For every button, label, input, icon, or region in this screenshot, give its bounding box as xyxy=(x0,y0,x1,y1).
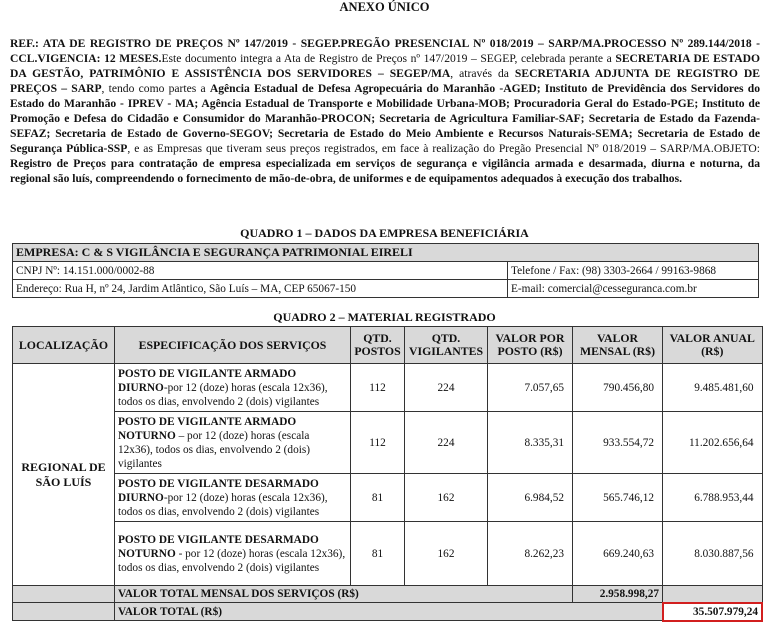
cell-valor-posto: 8.262,23 xyxy=(488,522,573,586)
header-especificacao: ESPECIFICAÇÃO DOS SERVIÇOS xyxy=(115,327,351,364)
cell-valor-mensal: 790.456,80 xyxy=(573,364,663,412)
company-phone: Telefone / Fax: (98) 3303-2664 / 99163-9868 xyxy=(508,262,759,280)
ref-parties: Agência Estadual de Defesa Agropecuária do Maranhão -AGED; Instituto de Previdência dos Servidores do Estado do Maranhão - IPREV - MA; Agência Estadual de Transporte e Mobilidade Urbana-MOB; Procuradoria Geral do Estado-PGE; Instituto de Promoção e Defesa do Cidadão e Consumidor do Maranhão-PROCON; Secretaria de Agricultura Familiar-SAF; Secretaria de Estado da Fazenda-SEFAZ; Secretaria de Estado de Governo-SEGOV; Secretaria de Estado do Meio Ambiente e Recursos Naturais-SEMA; Secretaria de Estado de Segurança Pública-SSP xyxy=(10,82,760,155)
cell-qtd-vigilantes: 224 xyxy=(405,364,488,412)
total-mensal-value: 2.958.998,27 xyxy=(573,586,663,603)
company-email: E-mail: comercial@cesseguranca.com.br xyxy=(508,280,759,298)
total-row xyxy=(13,603,763,621)
cell-qtd-vigilantes: 162 xyxy=(405,522,488,586)
total-label: VALOR TOTAL (R$) xyxy=(115,603,663,621)
cell-qtd-postos: 112 xyxy=(351,412,405,474)
cell-qtd-vigilantes: 224 xyxy=(405,412,488,474)
table-row xyxy=(13,412,763,474)
header-valor-posto: VALOR POR POSTO (R$) xyxy=(488,327,573,364)
ref-text-3: , tendo como partes a xyxy=(101,82,210,95)
total-value: 35.507.979,24 xyxy=(663,603,763,621)
quadro2-title: QUADRO 2 – MATERIAL REGISTRADO xyxy=(273,310,496,324)
table-row xyxy=(13,364,763,412)
cell-especificacao xyxy=(115,364,351,412)
total-mensal-label: VALOR TOTAL MENSAL DOS SERVIÇOS (R$) xyxy=(115,586,573,603)
cell-valor-mensal: 933.554,72 xyxy=(573,412,663,474)
cell-especificacao xyxy=(115,474,351,522)
header-localizacao: LOCALIZAÇÃO xyxy=(13,327,115,364)
service-title: POSTO DE VIGILANTE ARMADO NOTURNO xyxy=(118,415,297,442)
service-title: POSTO DE VIGILANTE DESARMADO NOTURNO xyxy=(118,533,319,560)
cell-valor-anual: 11.202.656,64 xyxy=(663,412,763,474)
header-qtd-vigilantes: QTD. VIGILANTES xyxy=(405,327,488,364)
service-desc: – por 12 (doze) horas (escala 12x36), todos os dias, envolvendo 2 (dois) vigilantes xyxy=(118,429,311,470)
cell-valor-posto: 7.057,65 xyxy=(488,364,573,412)
total-mensal-row xyxy=(13,586,763,603)
header-qtd-postos: QTD. POSTOS xyxy=(351,327,405,364)
cell-qtd-postos: 81 xyxy=(351,474,405,522)
cell-valor-anual: 8.030.887,56 xyxy=(663,522,763,586)
material-header-row xyxy=(13,327,763,364)
header-valor-mensal: VALOR MENSAL (R$) xyxy=(573,327,663,364)
company-name: EMPRESA: C & S VIGILÂNCIA E SEGURANÇA PATRIMONIAL EIRELI xyxy=(13,244,759,262)
blank-cell xyxy=(663,586,763,603)
service-desc: -por 12 (doze) horas (escala 12x36), todos os dias, envolvendo 2 (dois) vigilantes xyxy=(118,491,328,518)
cell-valor-posto: 6.984,52 xyxy=(488,474,573,522)
blank-cell xyxy=(13,586,115,603)
annex-title: ANEXO ÚNICO xyxy=(339,0,430,14)
company-row xyxy=(13,244,759,262)
cell-especificacao xyxy=(115,522,351,586)
company-row xyxy=(13,280,759,298)
reference-paragraph xyxy=(10,36,760,186)
service-desc: - por 12 (doze) horas (escala 12x36), todos os dias, envolvendo 2 (dois) vigilantes xyxy=(118,547,346,574)
blank-cell xyxy=(13,603,115,621)
cell-valor-mensal: 565.746,12 xyxy=(573,474,663,522)
ref-object: Registro de Preços para contratação de empresa especializada em serviços de segurança e vigilância armada e desarmada, diurna e noturna, da regional são luís, compreendendo o fornecimento de mão-de-obra, de uniformes e de equipamentos adequados à execução dos trabalhos. xyxy=(10,157,760,185)
cell-valor-anual: 9.485.481,60 xyxy=(663,364,763,412)
ref-sarp: SECRETARIA ADJUNTA DE REGISTRO DE PREÇOS – SARP xyxy=(10,67,760,95)
cell-especificacao xyxy=(115,412,351,474)
company-table xyxy=(12,243,759,298)
company-address: Endereço: Rua H, nº 24, Jardim Atlântico, São Luís – MA, CEP 65067-150 xyxy=(13,280,508,298)
company-cnpj: CNPJ Nº: 14.151.000/0002-88 xyxy=(13,262,508,280)
cell-valor-mensal: 669.240,63 xyxy=(573,522,663,586)
cell-valor-anual: 6.788.953,44 xyxy=(663,474,763,522)
service-title: POSTO DE VIGILANTE DESARMADO DIURNO xyxy=(118,477,319,504)
quadro1-title: QUADRO 1 – DADOS DA EMPRESA BENEFICIÁRIA xyxy=(240,226,529,240)
service-title: POSTO DE VIGILANTE ARMADO DIURNO xyxy=(118,367,297,394)
cell-localizacao: REGIONAL DE SÃO LUÍS xyxy=(13,364,115,586)
ref-secretaria: SECRETARIA DE ESTADO DA GESTÃO, PATRIMÔNIO E ASSISTÊNCIA DOS SERVIDORES – SEGEP/MA xyxy=(10,52,760,80)
material-table xyxy=(12,326,763,622)
cell-qtd-postos: 81 xyxy=(351,522,405,586)
table-row xyxy=(13,474,763,522)
table-row xyxy=(13,522,763,586)
cell-qtd-postos: 112 xyxy=(351,364,405,412)
ref-text-1: Este documento integra a Ata de Registro de Preços nº 147/2019 – SEGEP, celebrada perante a xyxy=(161,52,616,65)
ref-heading: REF.: ATA DE REGISTRO DE PREÇOS Nº 147/2019 - SEGEP.PREGÃO PRESENCIAL Nº 018/2019 – SARP/MA.PROCESSO Nº 289.144/2018 - CCL.VIGENCIA: 12 MESES. xyxy=(10,37,760,65)
cell-valor-posto: 8.335,31 xyxy=(488,412,573,474)
ref-text-4: , e as Empresas que tiveram seus preços registrados, em face à realização do Pregão Presencial Nº 018/2019 – SARP/MA.OBJETO: xyxy=(127,142,760,155)
service-desc: -por 12 (doze) horas (escala 12x36), todos os dias, envolvendo 2 (dois) vigilantes xyxy=(118,381,328,408)
cell-qtd-vigilantes: 162 xyxy=(405,474,488,522)
company-row xyxy=(13,262,759,280)
header-valor-anual: VALOR ANUAL (R$) xyxy=(663,327,763,364)
ref-text-2: , através da xyxy=(450,67,515,80)
